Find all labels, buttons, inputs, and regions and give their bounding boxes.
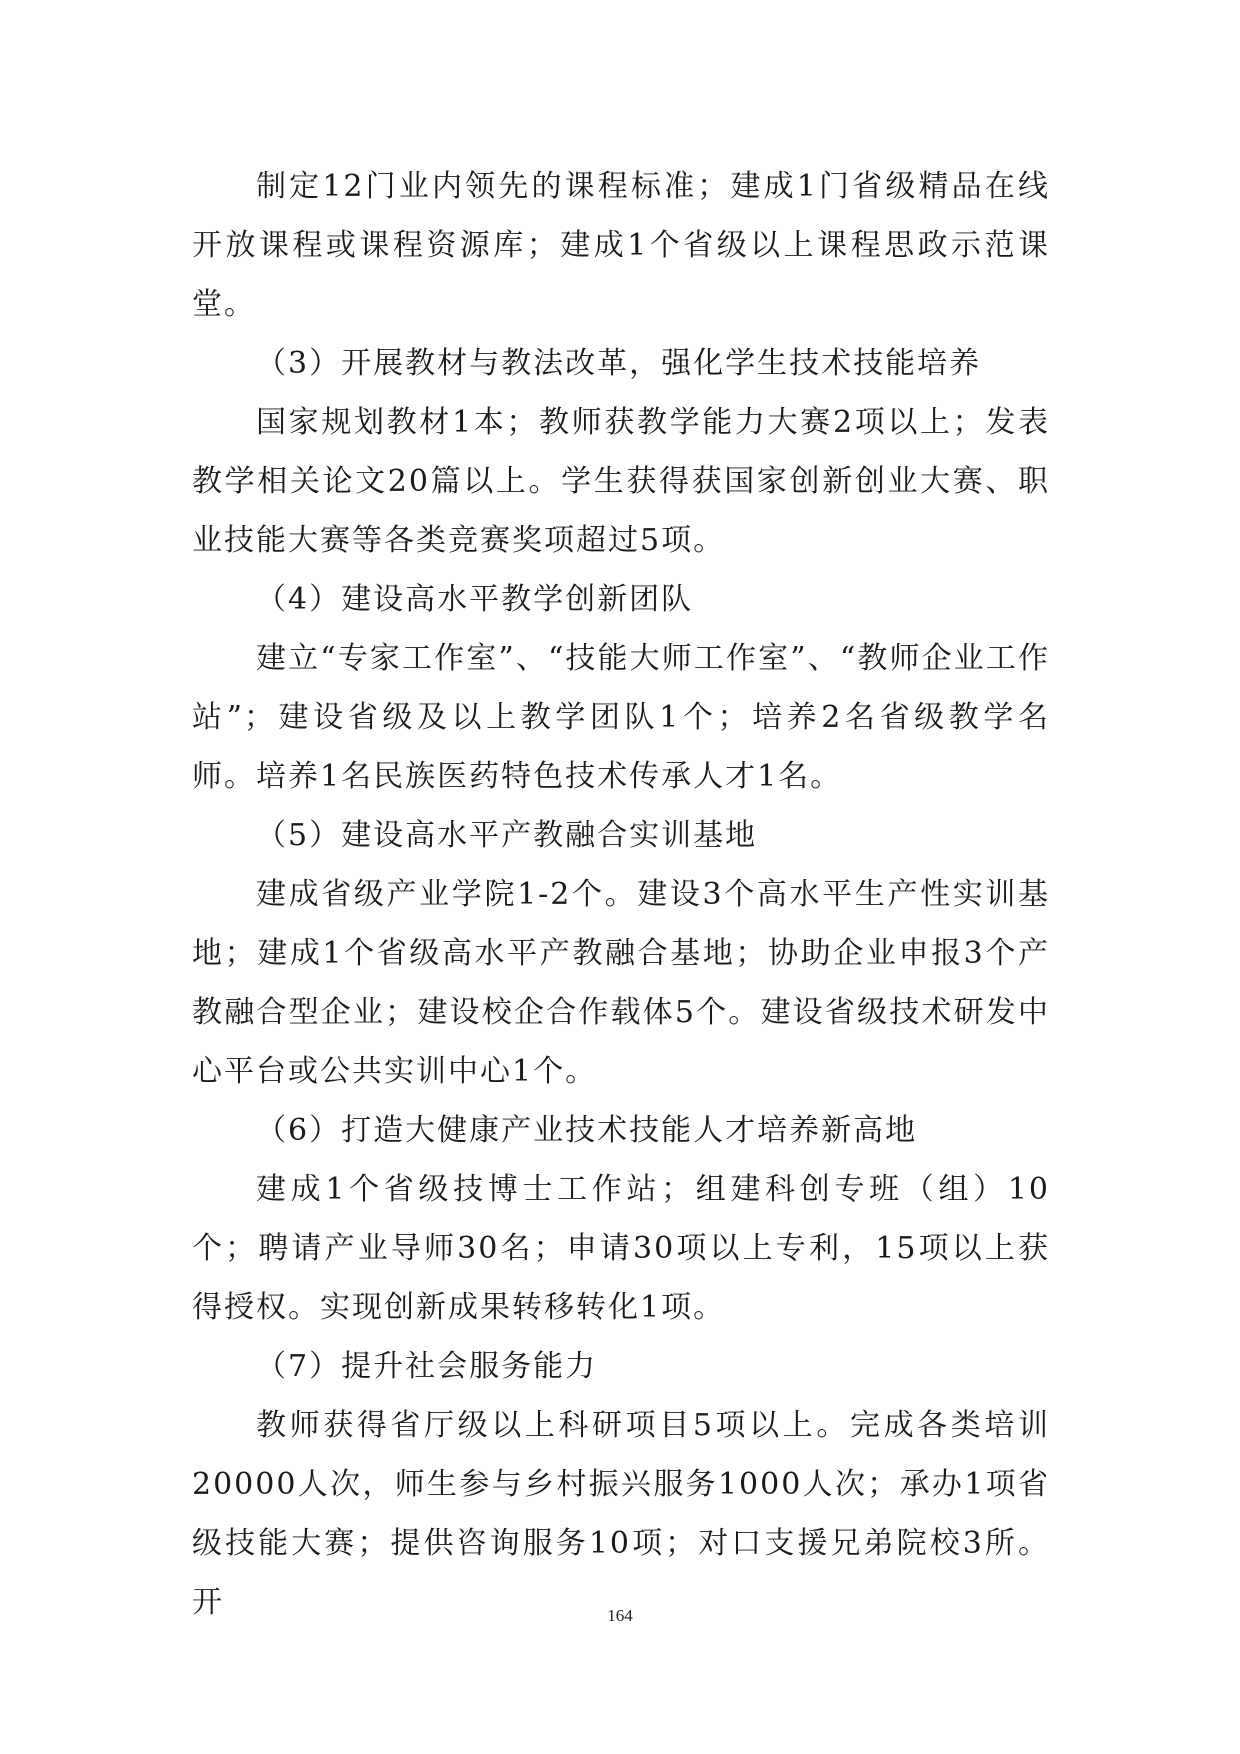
section-heading-3: （3）开展教材与教法改革，强化学生技术技能培养	[256, 346, 982, 381]
paragraph-social-service: 教师获得省厅级以上科研项目5项以上。完成各类培训20000人次，师生参与乡村振兴服务1000人次；承办1项省级技能大赛；提供咨询服务10项；对口支援兄弟院校3所。开	[192, 1408, 1050, 1620]
section-heading-7: （7）提升社会服务能力	[256, 1349, 598, 1384]
paragraph-textbook-reform: 国家规划教材1本；教师获教学能力大赛2项以上；发表教学相关论文20篇以上。学生获得获国家创新创业大赛、职业技能大赛等各类竞赛奖项超过5项。	[192, 405, 1050, 558]
section-heading-6: （6）打造大健康产业技术技能人才培养新高地	[256, 1113, 918, 1148]
paragraph-teaching-team: 建立“专家工作室”、“技能大师工作室”、“教师企业工作站”；建设省级及以上教学团队1个；培养2名省级教学名师。培养1名民族医药特色技术传承人才1名。	[192, 641, 1050, 794]
paragraph-health-industry: 建成1个省级技博士工作站；组建科创专班（组）10个；聘请产业导师30名；申请30项以上专利，15项以上获得授权。实现创新成果转移转化1项。	[192, 1172, 1050, 1325]
page-number: 164	[607, 1606, 633, 1625]
paragraph-training-base: 建成省级产业学院1-2个。建设3个高水平生产性实训基地；建成1个省级高水平产教融合基地；协助企业申报3个产教融合型企业；建设校企合作载体5个。建设省级技术研发中心平台或公共实训中心1个。	[192, 877, 1050, 1089]
document-body	[192, 157, 1050, 1632]
section-heading-4: （4）建设高水平教学创新团队	[256, 582, 694, 617]
paragraph-course-standards: 制定12门业内领先的课程标准；建成1门省级精品在线开放课程或课程资源库；建成1个省级以上课程思政示范课堂。	[192, 169, 1050, 322]
section-heading-5: （5）建设高水平产教融合实训基地	[256, 818, 758, 853]
